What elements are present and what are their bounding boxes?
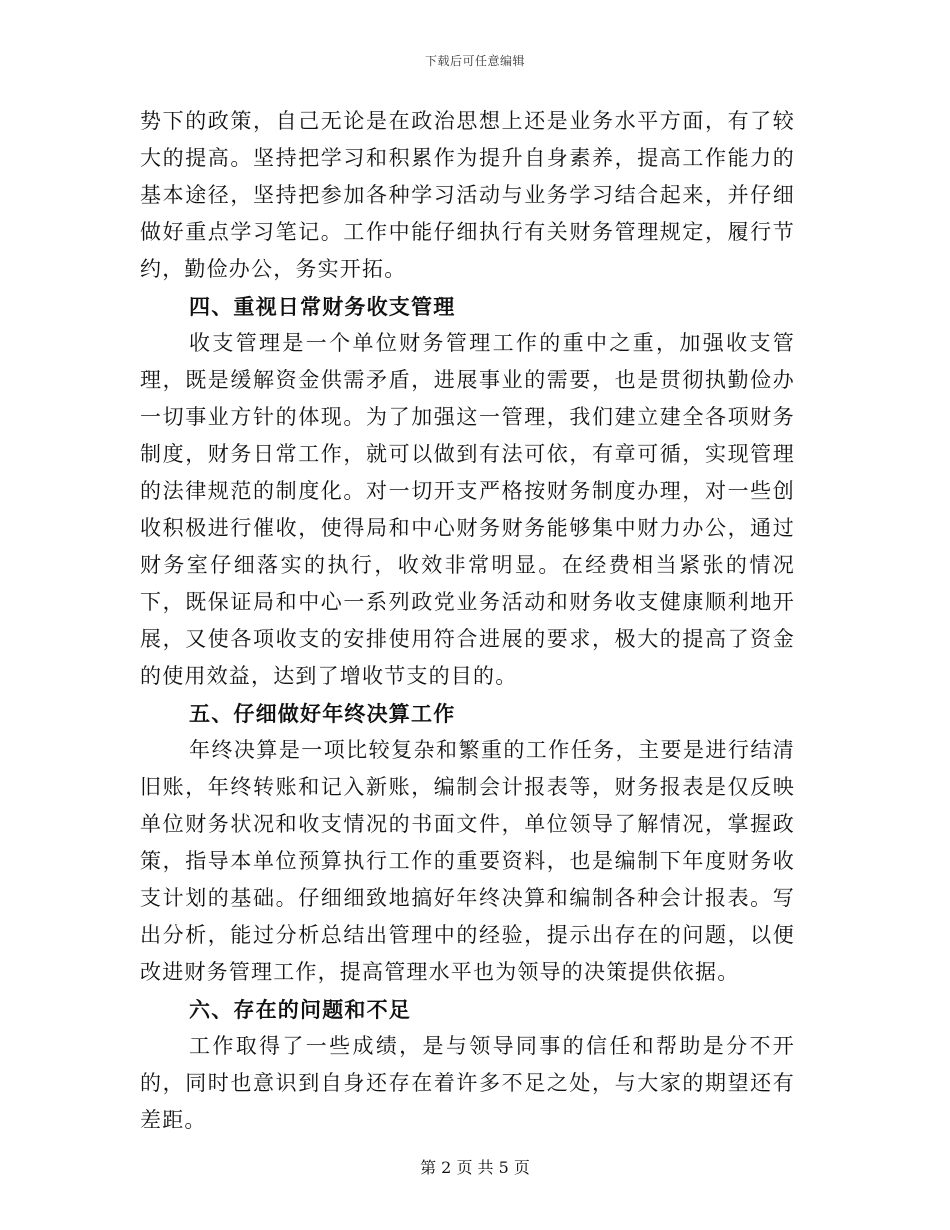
paragraph-continued: 势下的政策，自己无论是在政治思想上还是业务水平方面，有了较大的提高。坚持把学习和积累作为提升自身素养，提高工作能力的基本途径，坚持把参加各种学习活动与业务学习结合起来，并仔细做好重点学习笔记。工作中能仔细执行有关财务管理规定，履行节约，勤俭办公，务实开拓。 [140,109,795,281]
paragraph-section-6: 工作取得了一些成绩，是与领导同事的信任和帮助是分不开的，同时也意识到自身还存在着许多不足之处，与大家的期望还有差距。 [140,1034,795,1132]
section-heading-6: 六、存在的问题和不足 [189,997,411,1022]
section-heading-5: 五、仔细做好年终决算工作 [189,701,456,726]
page-header: 下载后可任意编辑 [424,54,525,68]
section-heading-4: 四、重视日常财务收支管理 [189,294,456,319]
paragraph-section-4: 收支管理是一个单位财务管理工作的重中之重，加强收支管理，既是缓解资金供需矛盾，进展事业的需要，也是贯彻执勤俭办一切事业方针的体现。为了加强这一管理，我们建立建全各项财务制度，财务日常工作，就可以做到有法可依，有章可循，实现管理的法律规范的制度化。对一切开支严格按财务制度办理，对一些创收积极进行催收，使得局和中心财务财务能够集中财力办公，通过财务室仔细落实的执行，收效非常明显。在经费相当紧张的情况下，既保证局和中心一系列政党业务活动和财务收支健康顺利地开展，又使各项收支的安排使用符合进展的要求，极大的提高了资金的使用效益，达到了增收节支的目的。 [140,331,795,688]
paragraph-section-5: 年终决算是一项比较复杂和繁重的工作任务，主要是进行结清旧账，年终转账和记入新账，编制会计报表等，财务报表是仅反映单位财务状况和收支情况的书面文件，单位领导了解情况，掌握政策，指导本单位预算执行工作的重要资料，也是编制下年度财务收支计划的基础。仔细细致地搞好年终决算和编制各种会计报表。写出分析，能过分析总结出管理中的经验，提示出存在的问题，以便改进财务管理工作，提高管理水平也为领导的决策提供依据。 [140,738,795,984]
page-footer: 第 2 页 共 5 页 [420,1158,530,1177]
document-body [140,103,795,1139]
